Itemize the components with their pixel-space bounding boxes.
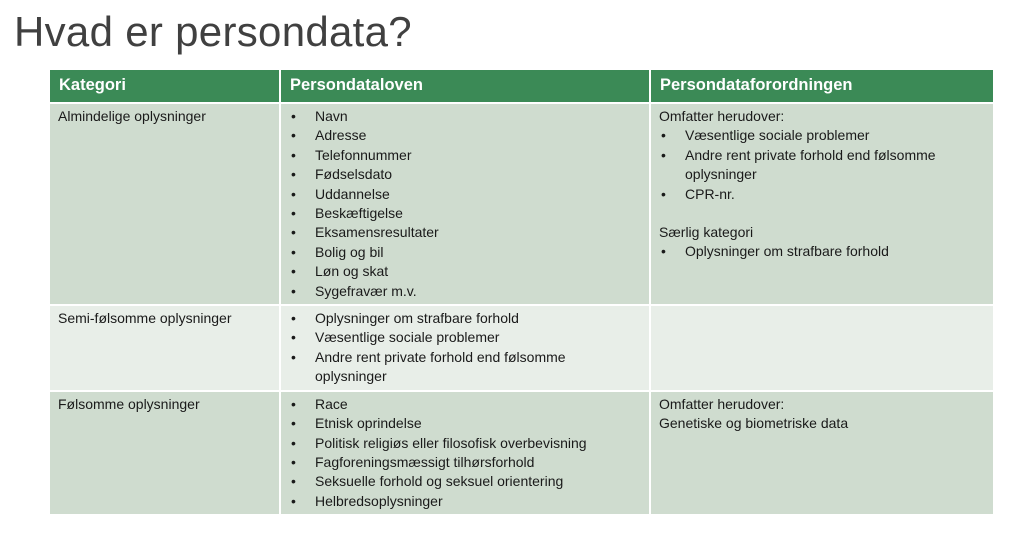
gdpr-intro: Omfatter herudover:	[659, 108, 785, 124]
list-item: • Eksamensresultater	[289, 223, 641, 242]
gdpr-intro: Omfatter herudover:	[659, 395, 785, 412]
list-item: • Navn	[289, 107, 641, 126]
list-item: • Oplysninger om strafbare forhold	[659, 242, 985, 261]
list-item: • Sygefravær m.v.	[289, 282, 641, 301]
list-item: • Etnisk oprindelse	[289, 414, 641, 433]
table-header-row	[50, 70, 993, 103]
list-item: • Beskæftigelse	[289, 204, 641, 223]
gdpr-cell	[650, 103, 993, 305]
bullet-list	[659, 126, 985, 204]
table-row	[50, 103, 993, 305]
bullet-list	[289, 309, 641, 387]
category-cell: Semi-følsomme oplysninger	[50, 305, 280, 391]
list-item: • CPR-nr.	[659, 185, 985, 204]
table-row	[50, 305, 993, 391]
list-item: • Oplysninger om strafbare forhold	[289, 309, 641, 328]
gdpr-cell	[650, 391, 993, 515]
table-row	[50, 391, 993, 515]
list-item: • Uddannelse	[289, 185, 641, 204]
law-cell	[280, 305, 650, 391]
list-item: • Seksuelle forhold og seksuel orientering	[289, 472, 641, 491]
header-persondataloven: Persondataloven	[280, 70, 650, 103]
gdpr-subheading: Særlig kategori	[659, 224, 754, 241]
bullet-list	[289, 107, 641, 301]
list-item: • Politisk religiøs eller filosofisk overbevisning	[289, 434, 641, 453]
list-item: • Væsentlige sociale problemer	[659, 126, 985, 145]
list-item: • Løn og skat	[289, 262, 641, 281]
category-cell: Følsomme oplysninger	[50, 391, 280, 515]
header-kategori: Kategori	[50, 70, 280, 103]
category-cell: Almindelige oplysninger	[50, 103, 280, 305]
list-item: • Bolig og bil	[289, 243, 641, 262]
header-persondataforordningen: Persondataforordningen	[650, 70, 993, 103]
bullet-list	[659, 242, 985, 261]
page-title: Hvad er persondata?	[14, 8, 412, 55]
list-item: • Fødselsdato	[289, 165, 641, 184]
law-cell	[280, 391, 650, 515]
list-item: • Væsentlige sociale problemer	[289, 328, 641, 347]
gdpr-text: Genetiske og biometriske data	[659, 415, 849, 432]
list-item: • Telefonnummer	[289, 146, 641, 165]
list-item: • Fagforeningsmæssigt tilhørsforhold	[289, 453, 641, 472]
bullet-list	[289, 395, 641, 511]
list-item: • Andre rent private forhold end følsomme oplysninger	[659, 146, 985, 185]
law-cell	[280, 103, 650, 305]
list-item: • Adresse	[289, 126, 641, 145]
list-item: • Andre rent private forhold end følsomme oplysninger	[289, 348, 641, 387]
gdpr-cell	[650, 305, 993, 391]
list-item: • Helbredsoplysninger	[289, 492, 641, 511]
list-item: • Race	[289, 395, 641, 414]
persondata-table	[50, 70, 993, 516]
